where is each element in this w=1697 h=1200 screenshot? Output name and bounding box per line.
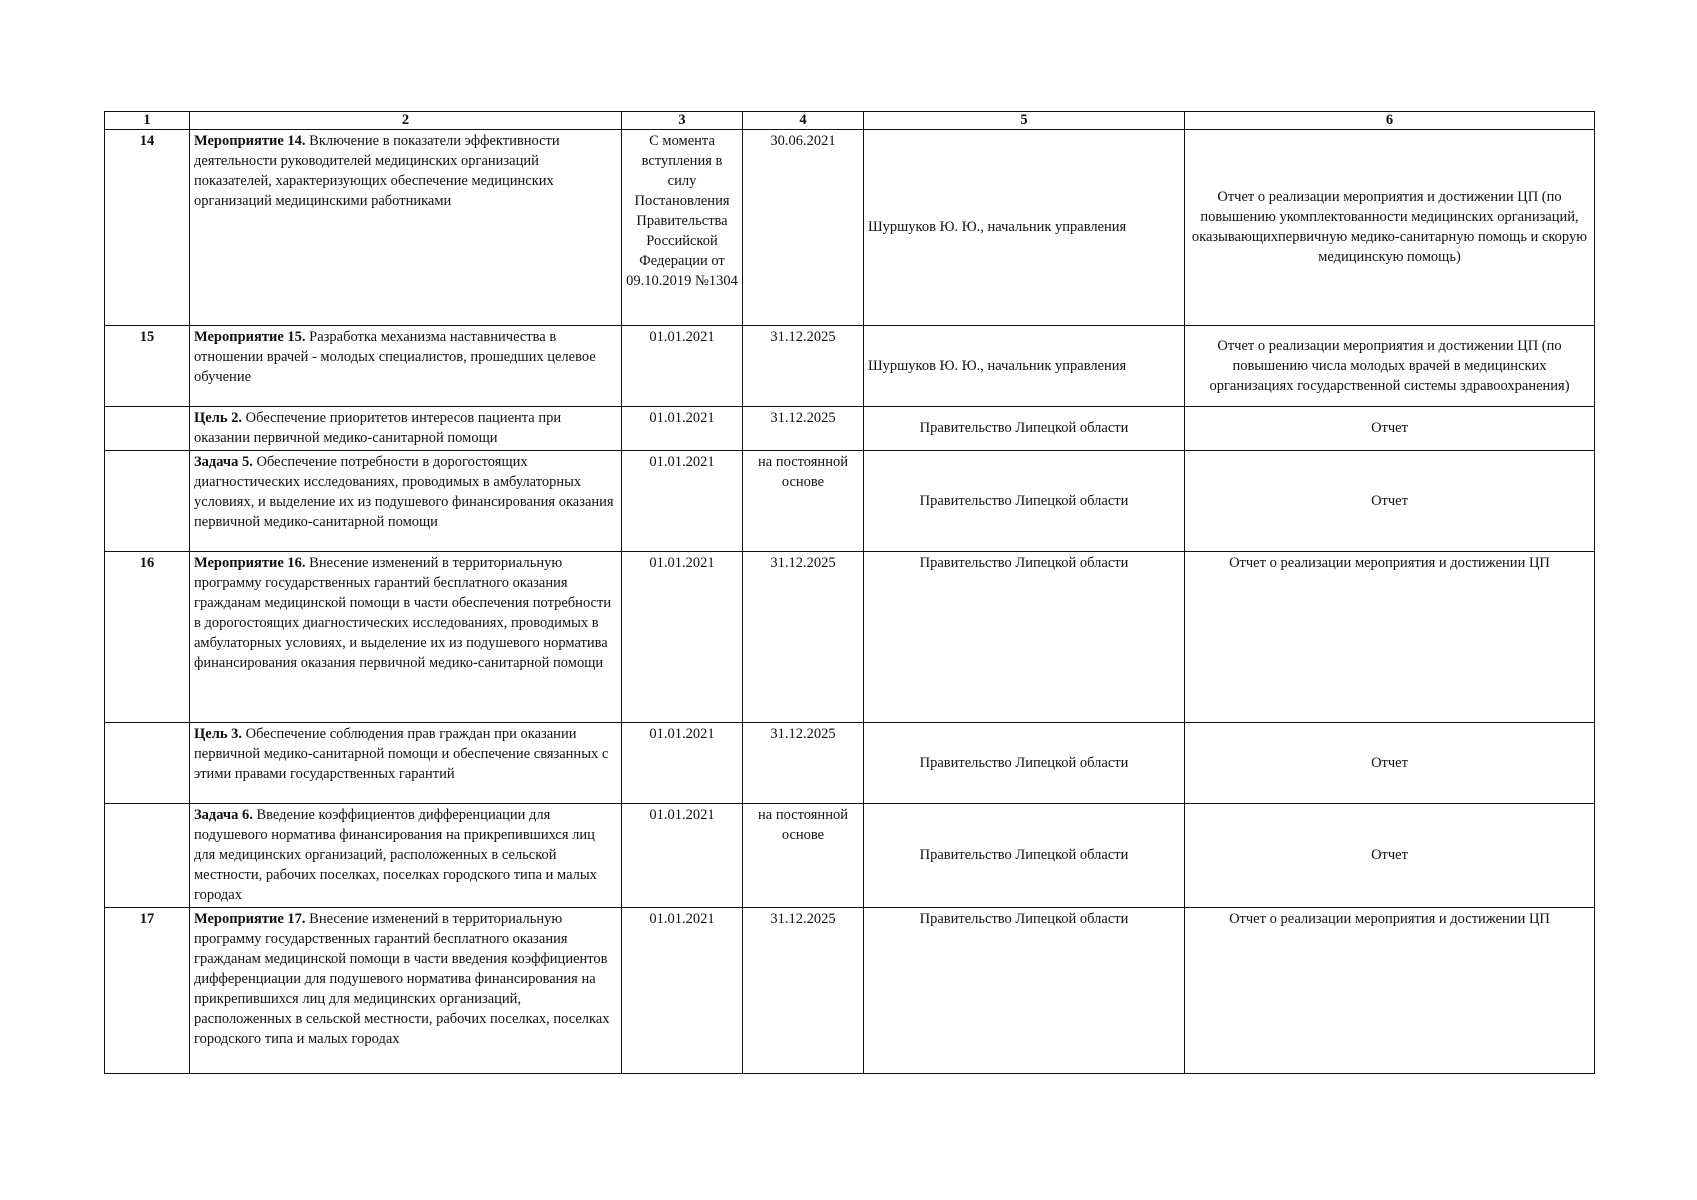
- responsible-person: Правительство Липецкой области: [864, 407, 1185, 451]
- responsible-person: Правительство Липецкой области: [864, 451, 1185, 552]
- table-row: [105, 804, 1595, 908]
- end-date: 31.12.2025: [743, 552, 864, 723]
- table-row: [105, 451, 1595, 552]
- expected-result: Отчет о реализации мероприятия и достижении ЦП: [1185, 552, 1595, 723]
- column-header: 3: [622, 112, 743, 130]
- table-row: [105, 326, 1595, 407]
- task-description: [190, 804, 622, 908]
- activity-label: Мероприятие 16.: [194, 555, 306, 571]
- row-number: [105, 407, 190, 451]
- end-date: 31.12.2025: [743, 407, 864, 451]
- start-date: 01.01.2021: [622, 552, 743, 723]
- column-header: 2: [190, 112, 622, 130]
- end-date: 31.12.2025: [743, 723, 864, 804]
- responsible-person: Правительство Липецкой области: [864, 552, 1185, 723]
- row-number: 16: [105, 552, 190, 723]
- goal-text: Обеспечение соблюдения прав граждан при оказании первичной медико-санитарной помощи и обеспечение связанных с этими правами государственных гарантий: [194, 726, 609, 782]
- row-number: 14: [105, 130, 190, 326]
- row-number: 17: [105, 908, 190, 1074]
- end-date: на постоянной основе: [743, 804, 864, 908]
- action-plan-table: [104, 111, 1595, 1074]
- table-row: [105, 908, 1595, 1074]
- start-date: 01.01.2021: [622, 407, 743, 451]
- end-date: 31.12.2025: [743, 326, 864, 407]
- start-date: 01.01.2021: [622, 326, 743, 407]
- column-header: 5: [864, 112, 1185, 130]
- column-number-row: [105, 112, 1595, 130]
- start-date: 01.01.2021: [622, 723, 743, 804]
- goal-label: Цель 2.: [194, 410, 243, 426]
- expected-result: Отчет о реализации мероприятия и достижении ЦП (по повышению укомплектованности медицинских организаций, оказывающихпервичную медико-санитарную помощь и скорую медицинскую помощь): [1185, 130, 1595, 326]
- row-number: 15: [105, 326, 190, 407]
- task-text: Введение коэффициентов дифференциации для подушевого норматива финансирования на прикрепившихся лиц для медицинских организаций, расположенных в сельской местности, рабочих поселках, поселках городского типа и малых городах: [194, 807, 597, 903]
- goal-label: Цель 3.: [194, 726, 243, 742]
- start-date: С момента вступления в силу Постановления Правительства Российской Федерации от 09.10.2019 №1304: [622, 130, 743, 326]
- responsible-person: Правительство Липецкой области: [864, 723, 1185, 804]
- start-date: 01.01.2021: [622, 804, 743, 908]
- activity-description: [190, 908, 622, 1074]
- goal-description: [190, 723, 622, 804]
- expected-result: Отчет о реализации мероприятия и достижении ЦП (по повышению числа молодых врачей в медицинских организациях государственной системы здравоохранения): [1185, 326, 1595, 407]
- expected-result: Отчет: [1185, 804, 1595, 908]
- expected-result: Отчет о реализации мероприятия и достижении ЦП: [1185, 908, 1595, 1074]
- activity-description: [190, 130, 622, 326]
- task-label: Задача 5.: [194, 454, 253, 470]
- responsible-person: Правительство Липецкой области: [864, 908, 1185, 1074]
- activity-description: [190, 552, 622, 723]
- expected-result: Отчет: [1185, 723, 1595, 804]
- start-date: 01.01.2021: [622, 451, 743, 552]
- end-date: 31.12.2025: [743, 908, 864, 1074]
- responsible-person: Шуршуков Ю. Ю., начальник управления: [864, 130, 1185, 326]
- activity-text: Включение в показатели эффективности деятельности руководителей медицинских организаций показателей, характеризующих обеспечение медицинских организаций медицинскими работниками: [194, 133, 560, 209]
- end-date: на постоянной основе: [743, 451, 864, 552]
- column-header: 4: [743, 112, 864, 130]
- goal-text: Обеспечение приоритетов интересов пациента при оказании первичной медико-санитарной помощи: [194, 410, 562, 446]
- activity-text: Внесение изменений в территориальную программу государственных гарантий бесплатного оказания гражданам медицинской помощи в части введения коэффициентов дифференциации для подушевого норматива финансирования на прикрепившихся лиц для медицинских организаций, расположенных в сельской местности, рабочих поселках, поселках городского типа и малых городах: [194, 911, 610, 1047]
- activity-label: Мероприятие 15.: [194, 329, 306, 345]
- task-description: [190, 451, 622, 552]
- activity-text: Разработка механизма наставничества в отношении врачей - молодых специалистов, прошедших целевое обучение: [194, 329, 596, 385]
- row-number: [105, 723, 190, 804]
- task-text: Обеспечение потребности в дорогостоящих диагностических исследованиях, проводимых в амбулаторных условиях, и выделение их из подушевого финансирования оказания первичной медико-санитарной помощи: [194, 454, 614, 530]
- goal-description: [190, 407, 622, 451]
- expected-result: Отчет: [1185, 407, 1595, 451]
- expected-result: Отчет: [1185, 451, 1595, 552]
- activity-label: Мероприятие 17.: [194, 911, 306, 927]
- table-row: [105, 552, 1595, 723]
- activity-text: Внесение изменений в территориальную программу государственных гарантий бесплатного оказания гражданам медицинской помощи в части обеспечения потребности в дорогостоящих диагностических исследованиях, проводимых в амбулаторных условиях, и выделение их из подушевого норматива финансирования оказания первичной медико-санитарной помощи: [194, 555, 612, 671]
- row-number: [105, 451, 190, 552]
- table-row: [105, 407, 1595, 451]
- table-row: [105, 723, 1595, 804]
- column-header: 6: [1185, 112, 1595, 130]
- column-header: 1: [105, 112, 190, 130]
- activity-description: [190, 326, 622, 407]
- activity-label: Мероприятие 14.: [194, 133, 306, 149]
- task-label: Задача 6.: [194, 807, 253, 823]
- table-row: [105, 130, 1595, 326]
- responsible-person: Правительство Липецкой области: [864, 804, 1185, 908]
- row-number: [105, 804, 190, 908]
- responsible-person: Шуршуков Ю. Ю., начальник управления: [864, 326, 1185, 407]
- end-date: 30.06.2021: [743, 130, 864, 326]
- start-date: 01.01.2021: [622, 908, 743, 1074]
